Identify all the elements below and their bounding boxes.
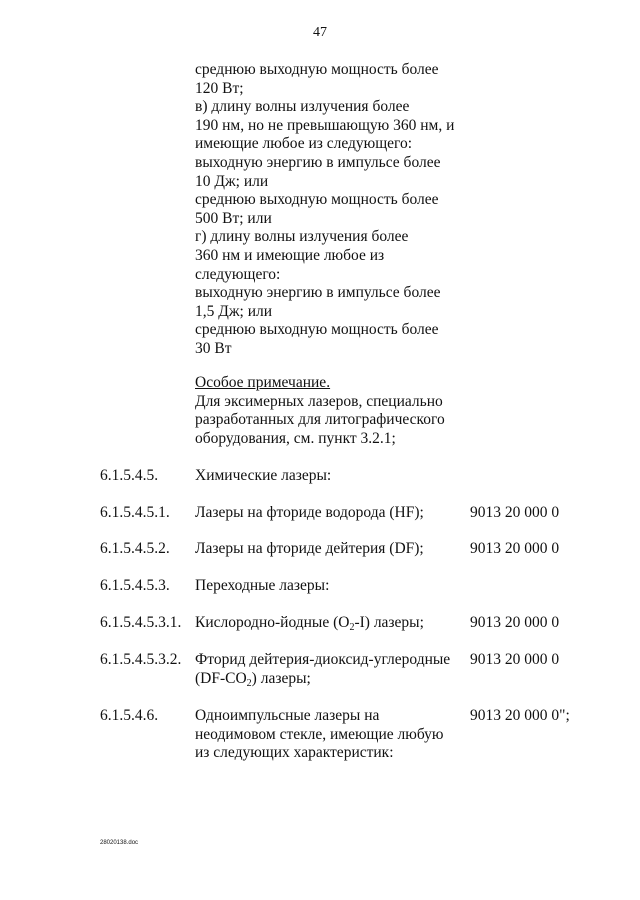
entry-text — [195, 504, 470, 523]
entry-code: 9013 20 000 0"; — [470, 707, 570, 724]
intro-line: имеющие любое из следующего: — [195, 135, 413, 153]
entry-text — [195, 707, 470, 763]
entry-code: 9013 20 000 0 — [470, 540, 560, 557]
entry-number: 6.1.5.4.5.3. — [100, 577, 170, 594]
intro-line: выходную энергию в импульсе более — [195, 153, 441, 171]
entry-number: 6.1.5.4.5.3.2. — [100, 651, 182, 668]
intro-line: г) длину волны излучения более — [195, 228, 409, 246]
entry-number: 6.1.5.4.6. — [100, 707, 159, 724]
entry-text-line: Химические лазеры: — [195, 467, 332, 484]
entry-text-line: Фторид дейтерия-диоксид-углеродные — [195, 651, 451, 668]
entry-text — [195, 577, 470, 596]
intro-line: выходную энергию в импульсе более — [195, 284, 441, 302]
subscript: 2 — [246, 677, 252, 689]
special-note-line: оборудования, см. пункт 3.2.1; — [195, 429, 396, 447]
special-note-line: Для эксимерных лазеров, специально — [195, 392, 443, 410]
special-note — [195, 374, 495, 448]
entry-text-part: ) лазеры; — [251, 669, 311, 687]
intro-line: среднюю выходную мощность более — [195, 321, 439, 339]
entry-text-line — [195, 670, 470, 689]
entry-text — [195, 540, 470, 559]
special-note-line: разработанных для литографического — [195, 411, 445, 429]
entry-text-line: Лазеры на фториде дейтерия (DF); — [195, 540, 424, 557]
entry-code: 9013 20 000 0 — [470, 614, 560, 631]
entry-number: 6.1.5.4.5.2. — [100, 540, 170, 557]
intro-line: 1,5 Дж; или — [195, 302, 273, 320]
intro-line: 120 Вт; — [195, 79, 244, 97]
intro-line: среднюю выходную мощность более — [195, 191, 439, 209]
entry-text-part: -I) лазеры; — [354, 614, 424, 631]
intro-line: 30 Вт — [195, 339, 232, 357]
entry-code: 9013 20 000 0 — [470, 504, 560, 521]
entry-number: 6.1.5.4.5.3.1. — [100, 614, 182, 631]
entry-text — [195, 467, 470, 486]
footer-filename: 28020138.doc — [100, 840, 139, 846]
intro-line: среднюю выходную мощность более — [195, 61, 439, 78]
entry-number: 6.1.5.4.5. — [100, 467, 159, 484]
entry-text — [195, 651, 470, 688]
intro-line: 190 нм, но не превышающую 360 нм, и — [195, 116, 455, 134]
entry-text-line: Переходные лазеры: — [195, 577, 330, 594]
intro-line: 10 Дж; или — [195, 172, 269, 190]
entry-number: 6.1.5.4.5.1. — [100, 504, 170, 521]
page-number: 47 — [313, 25, 327, 40]
entry-text-line: Лазеры на фториде водорода (HF); — [195, 504, 424, 521]
entry-text-part: (DF-CO — [195, 669, 247, 687]
entry-text-line: неодимовом стекле, имеющие любую — [195, 725, 444, 743]
entry-text — [195, 614, 470, 633]
intro-line: следующего: — [195, 265, 281, 283]
intro-line: 500 Вт; или — [195, 209, 272, 227]
intro-text-block — [195, 61, 495, 359]
intro-line: 360 нм и имеющие любое из — [195, 246, 385, 264]
intro-line: в) длину волны излучения более — [195, 98, 410, 116]
entry-code: 9013 20 000 0 — [470, 651, 560, 668]
entry-text-part: Кислородно-йодные (O — [195, 614, 350, 631]
entry-text-line — [195, 614, 470, 633]
special-note-title: Особое примечание. — [195, 374, 331, 391]
subscript: 2 — [349, 622, 355, 633]
entry-text-line: из следующих характеристик: — [195, 744, 394, 762]
entry-text-line: Одноимпульсные лазеры на — [195, 707, 380, 724]
